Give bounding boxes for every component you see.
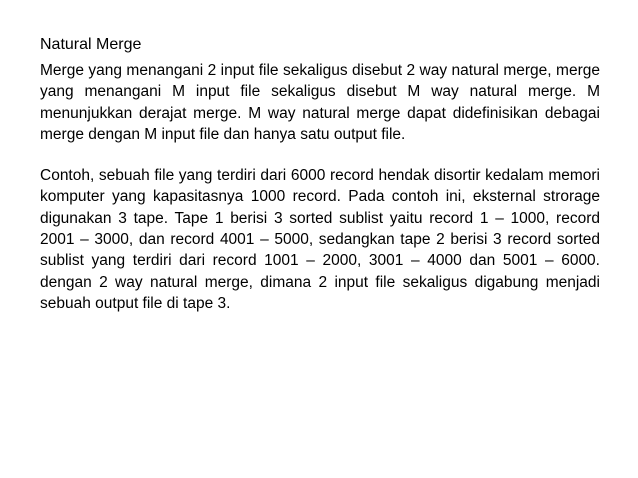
slide-title: Natural Merge <box>40 36 142 53</box>
paragraph-example: Contoh, sebuah file yang terdiri dari 6000 record hendak disortir kedalam memori komputer yang kapasitasnya 1000 record. Pada contoh ini, eksternal strorage digunakan 3 tape. Tape 1 berisi 3 sorted sublist yaitu record 1 – 1000, record 2001 – 3000, dan record 4001 – 5000, sedangkan tape 2 berisi 3 record sorted sublist yang terdiri dari record 1001 – 2000, 3001 – 4000 dan 5001 – 6000. dengan 2 way natural merge, dimana 2 input file sekaligus digabung menjadi sebuah output file di tape 3. <box>40 167 600 312</box>
paragraph-definition: Merge yang menangani 2 input file sekaligus disebut 2 way natural merge, merge yang menangani M input file sekaligus disebut M way natural merge. M menunjukkan derajat merge. M way natural merge dapat didefinisikan debagai merge dengan M input file dan hanya satu output file. <box>40 62 600 143</box>
slide-content <box>40 34 600 314</box>
